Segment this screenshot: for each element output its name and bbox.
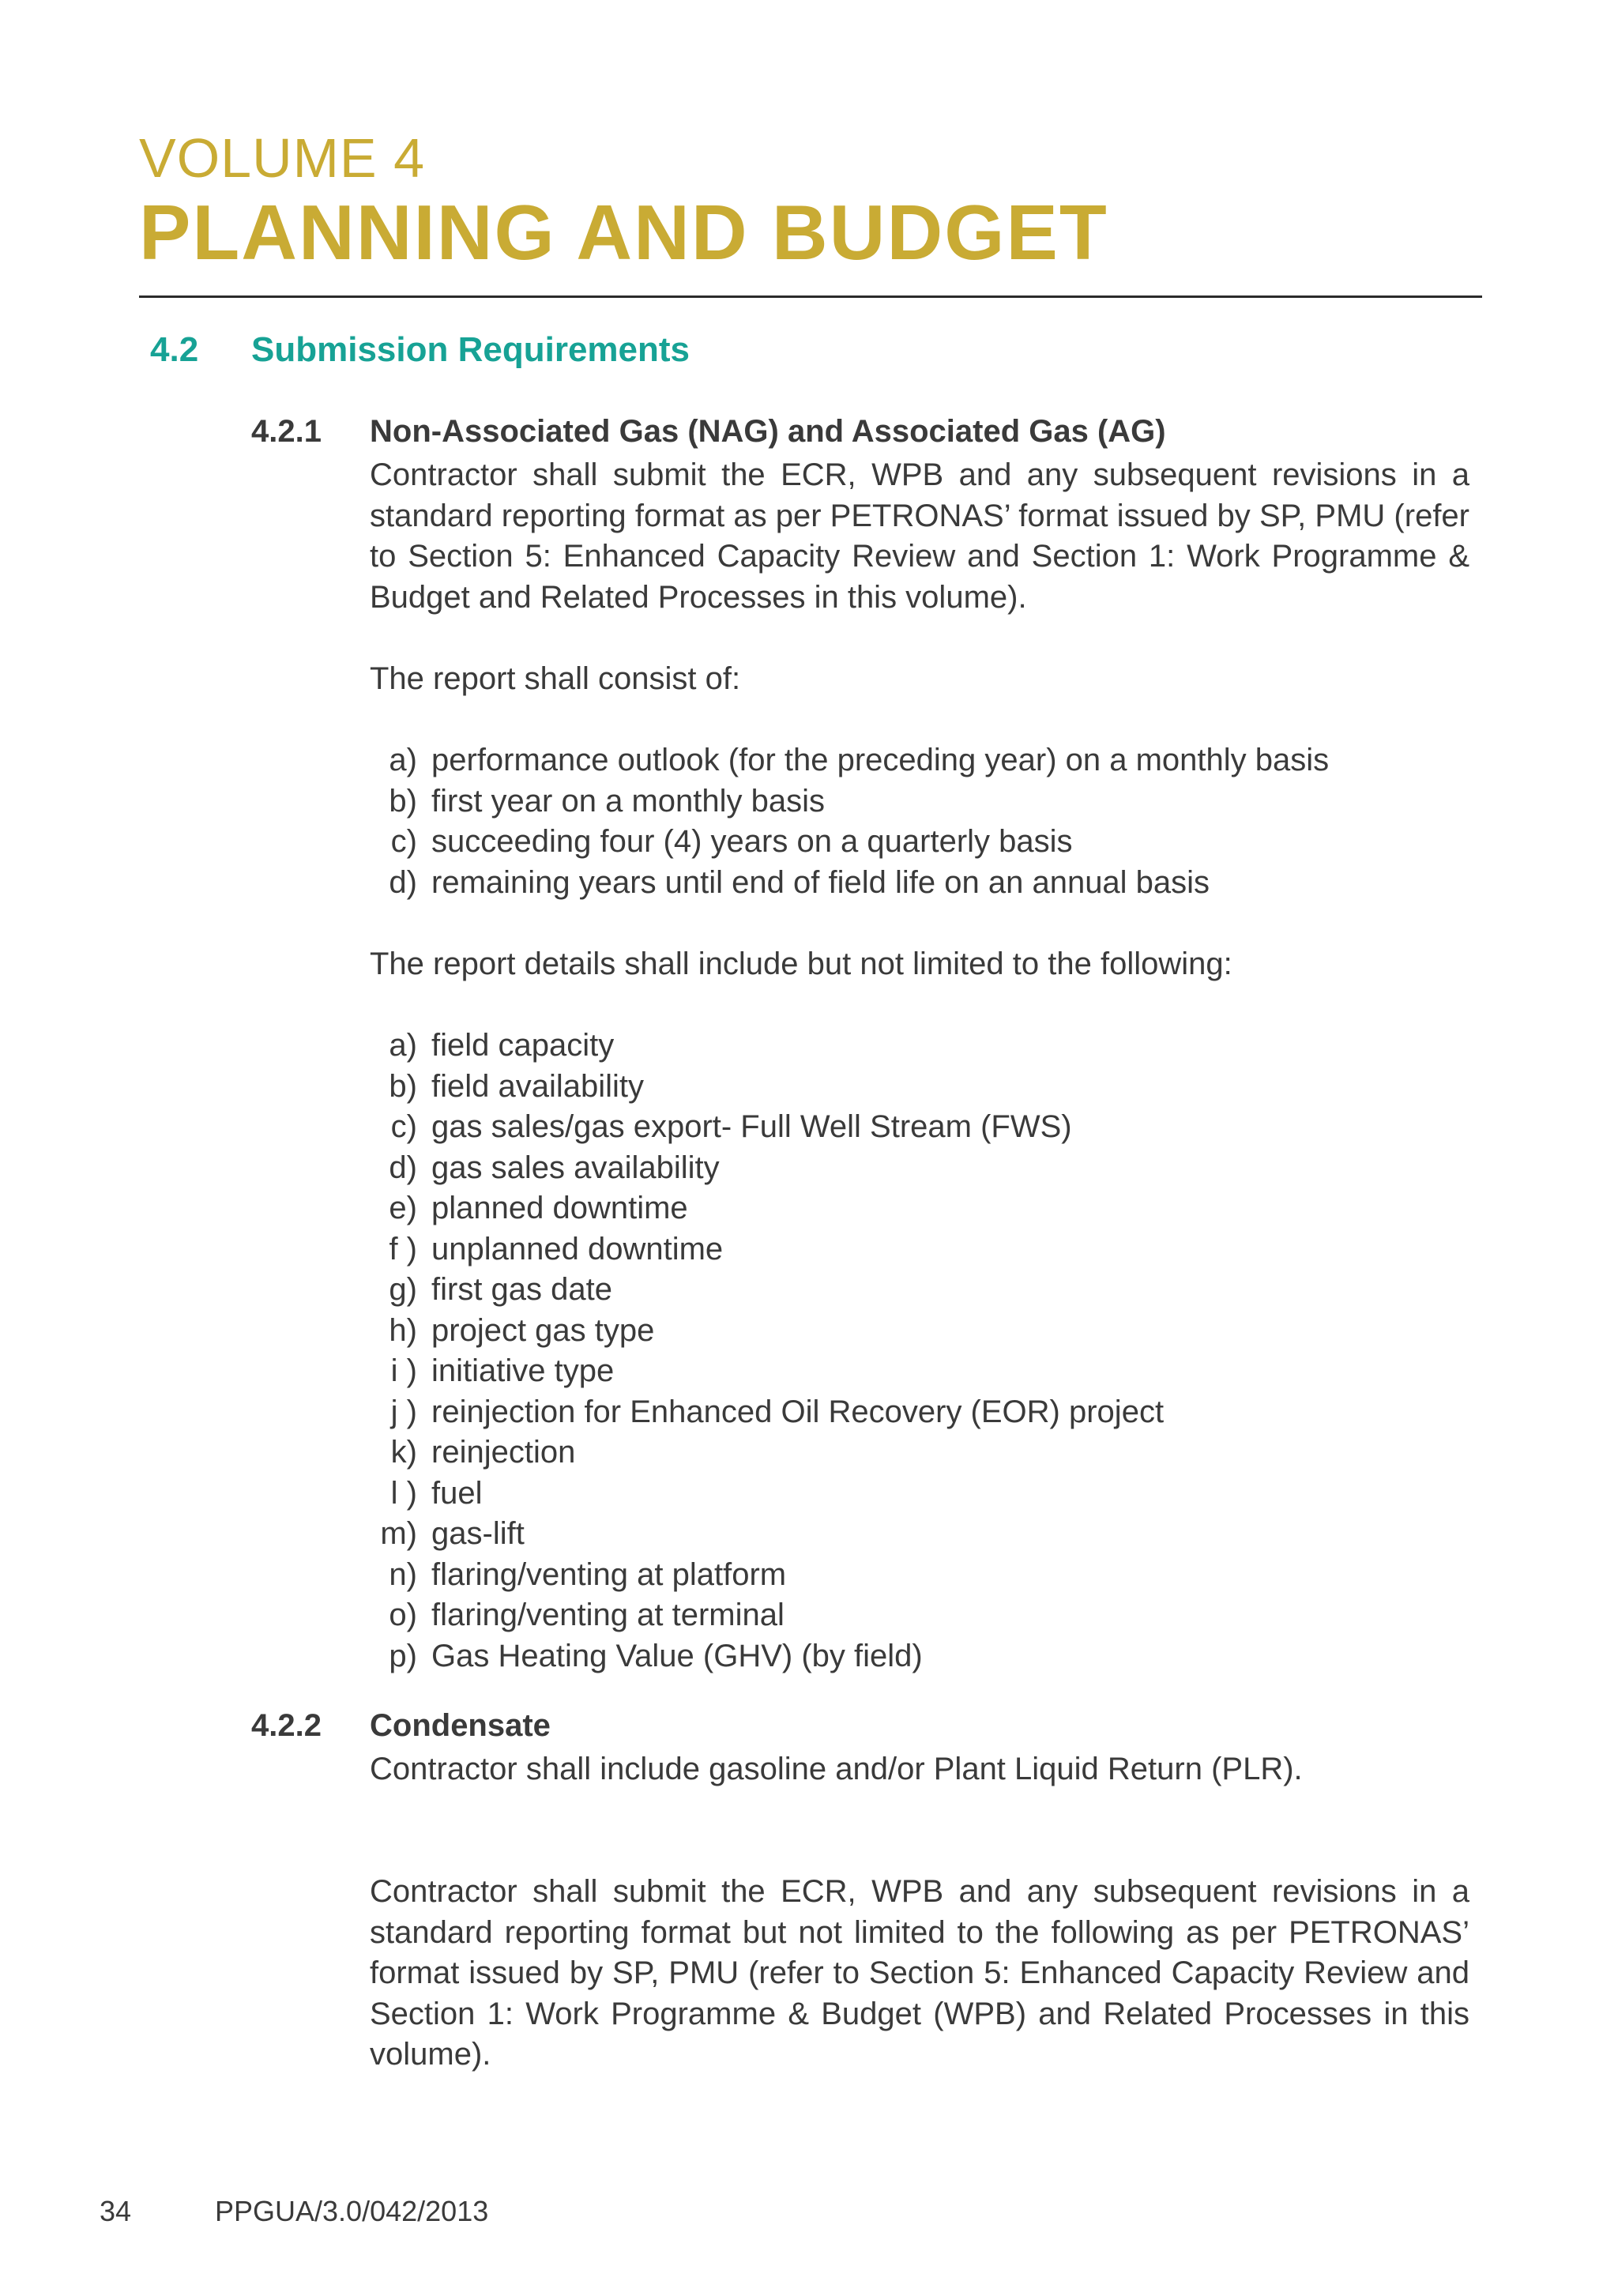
list-text: reinjection [431,1435,576,1470]
list-marker: p) [389,1638,417,1673]
list-text: succeeding four (4) years on a quarterly basis [431,824,1073,859]
list-item [356,1148,1477,1189]
list-item [356,1392,1477,1433]
list-text: remaining years until end of field life on an annual basis [431,864,1210,900]
subsection-number: 4.2.1 [251,414,322,449]
list-item [356,1188,1477,1229]
list-marker: b) [389,1068,417,1104]
list-marker: c) [390,1109,417,1144]
list-text: flaring/venting at platform [431,1556,787,1592]
list-item [356,1270,1477,1311]
list-item [356,1636,1477,1677]
list-marker: e) [389,1191,417,1225]
list-text: fuel [431,1475,483,1511]
list-item [356,1107,1477,1148]
list-marker: d) [389,1150,417,1185]
list-text: project gas type [431,1312,655,1348]
list-marker: m) [380,1516,417,1551]
volume-label: VOLUME 4 [139,127,425,189]
list-marker: d) [389,864,417,900]
list-marker: n) [389,1556,417,1592]
list-item [356,1514,1477,1555]
list-marker: g) [389,1272,417,1307]
volume-title: PLANNING AND BUDGET [139,189,1108,276]
list-text: gas sales/gas export- Full Well Stream (FWS) [431,1109,1072,1144]
list-text: initiative type [431,1353,615,1388]
list-marker: a) [389,743,417,777]
list-marker: f ) [389,1231,417,1267]
list-marker: a) [389,1028,417,1063]
list-text: gas sales availability [431,1150,720,1185]
list-marker: j ) [390,1394,417,1429]
list-text: performance outlook (for the preceding year) on a monthly basis [431,743,1330,777]
list-item [356,1474,1477,1515]
list-item [356,1311,1477,1352]
list-text: field capacity [431,1028,615,1063]
report-period-list [356,740,1477,903]
list-marker: k) [390,1435,417,1470]
list-text: Gas Heating Value (GHV) (by field) [431,1638,923,1673]
list-marker: i ) [390,1353,417,1388]
list-marker: c) [390,824,417,859]
list-item [356,1595,1477,1636]
list-item [356,1026,1477,1067]
subsection-title: Condensate [370,1708,551,1743]
page-number: 34 [100,2195,132,2227]
subsection-number: 4.2.2 [251,1708,322,1743]
section-number: 4.2 [150,330,199,369]
list-text: field availability [431,1068,645,1104]
list-marker: h) [389,1312,417,1348]
section-heading [150,330,690,370]
paragraph: Contractor shall include gasoline and/or Plant Liquid Return (PLR). [370,1752,1303,1786]
list-item [356,1432,1477,1474]
list-marker: b) [389,783,417,819]
paragraph: The report details shall include but not limited to the following: [370,947,1232,981]
list-text: planned downtime [431,1191,688,1225]
list-item [356,1229,1477,1270]
report-details-list [356,1026,1477,1677]
list-item [356,1555,1477,1596]
document-code: PPGUA/3.0/042/2013 [215,2195,489,2227]
header-divider [139,295,1482,298]
list-text: unplanned downtime [431,1231,724,1267]
section-title: Submission Requirements [251,330,690,369]
paragraph: Contractor shall submit the ECR, WPB and any subsequent revisions in a standard reporting format but not limited to the following as per PETRONAS’ format issued by SP, PMU (refer to Section 5: Enhanced Capacity Review and Section 1: Work Programme & Budget (WPB) and Related Processes in this volume). [370,1874,1469,2072]
list-text: reinjection for Enhanced Oil Recovery (EOR) project [431,1394,1165,1429]
list-item [356,1067,1477,1108]
list-item [356,740,1477,781]
list-text: first year on a monthly basis [431,783,825,819]
paragraph: Contractor shall submit the ECR, WPB and any subsequent revisions in a standard reporting format as per PETRONAS’ format issued by SP, PMU (refer to Section 5: Enhanced Capacity Review and Section 1: Work Programme & Budget and Related Processes in this volume). [370,457,1469,615]
paragraph: The report shall consist of: [370,661,741,696]
subsection-title: Non-Associated Gas (NAG) and Associated Gas (AG) [370,414,1166,449]
list-item [356,863,1477,904]
list-text: flaring/venting at terminal [431,1598,785,1632]
list-text: gas-lift [431,1516,525,1551]
list-item [356,781,1477,822]
list-text: first gas date [431,1272,613,1307]
list-marker: l ) [390,1475,417,1511]
list-marker: o) [389,1598,417,1632]
list-item [356,822,1477,863]
list-item [356,1351,1477,1392]
